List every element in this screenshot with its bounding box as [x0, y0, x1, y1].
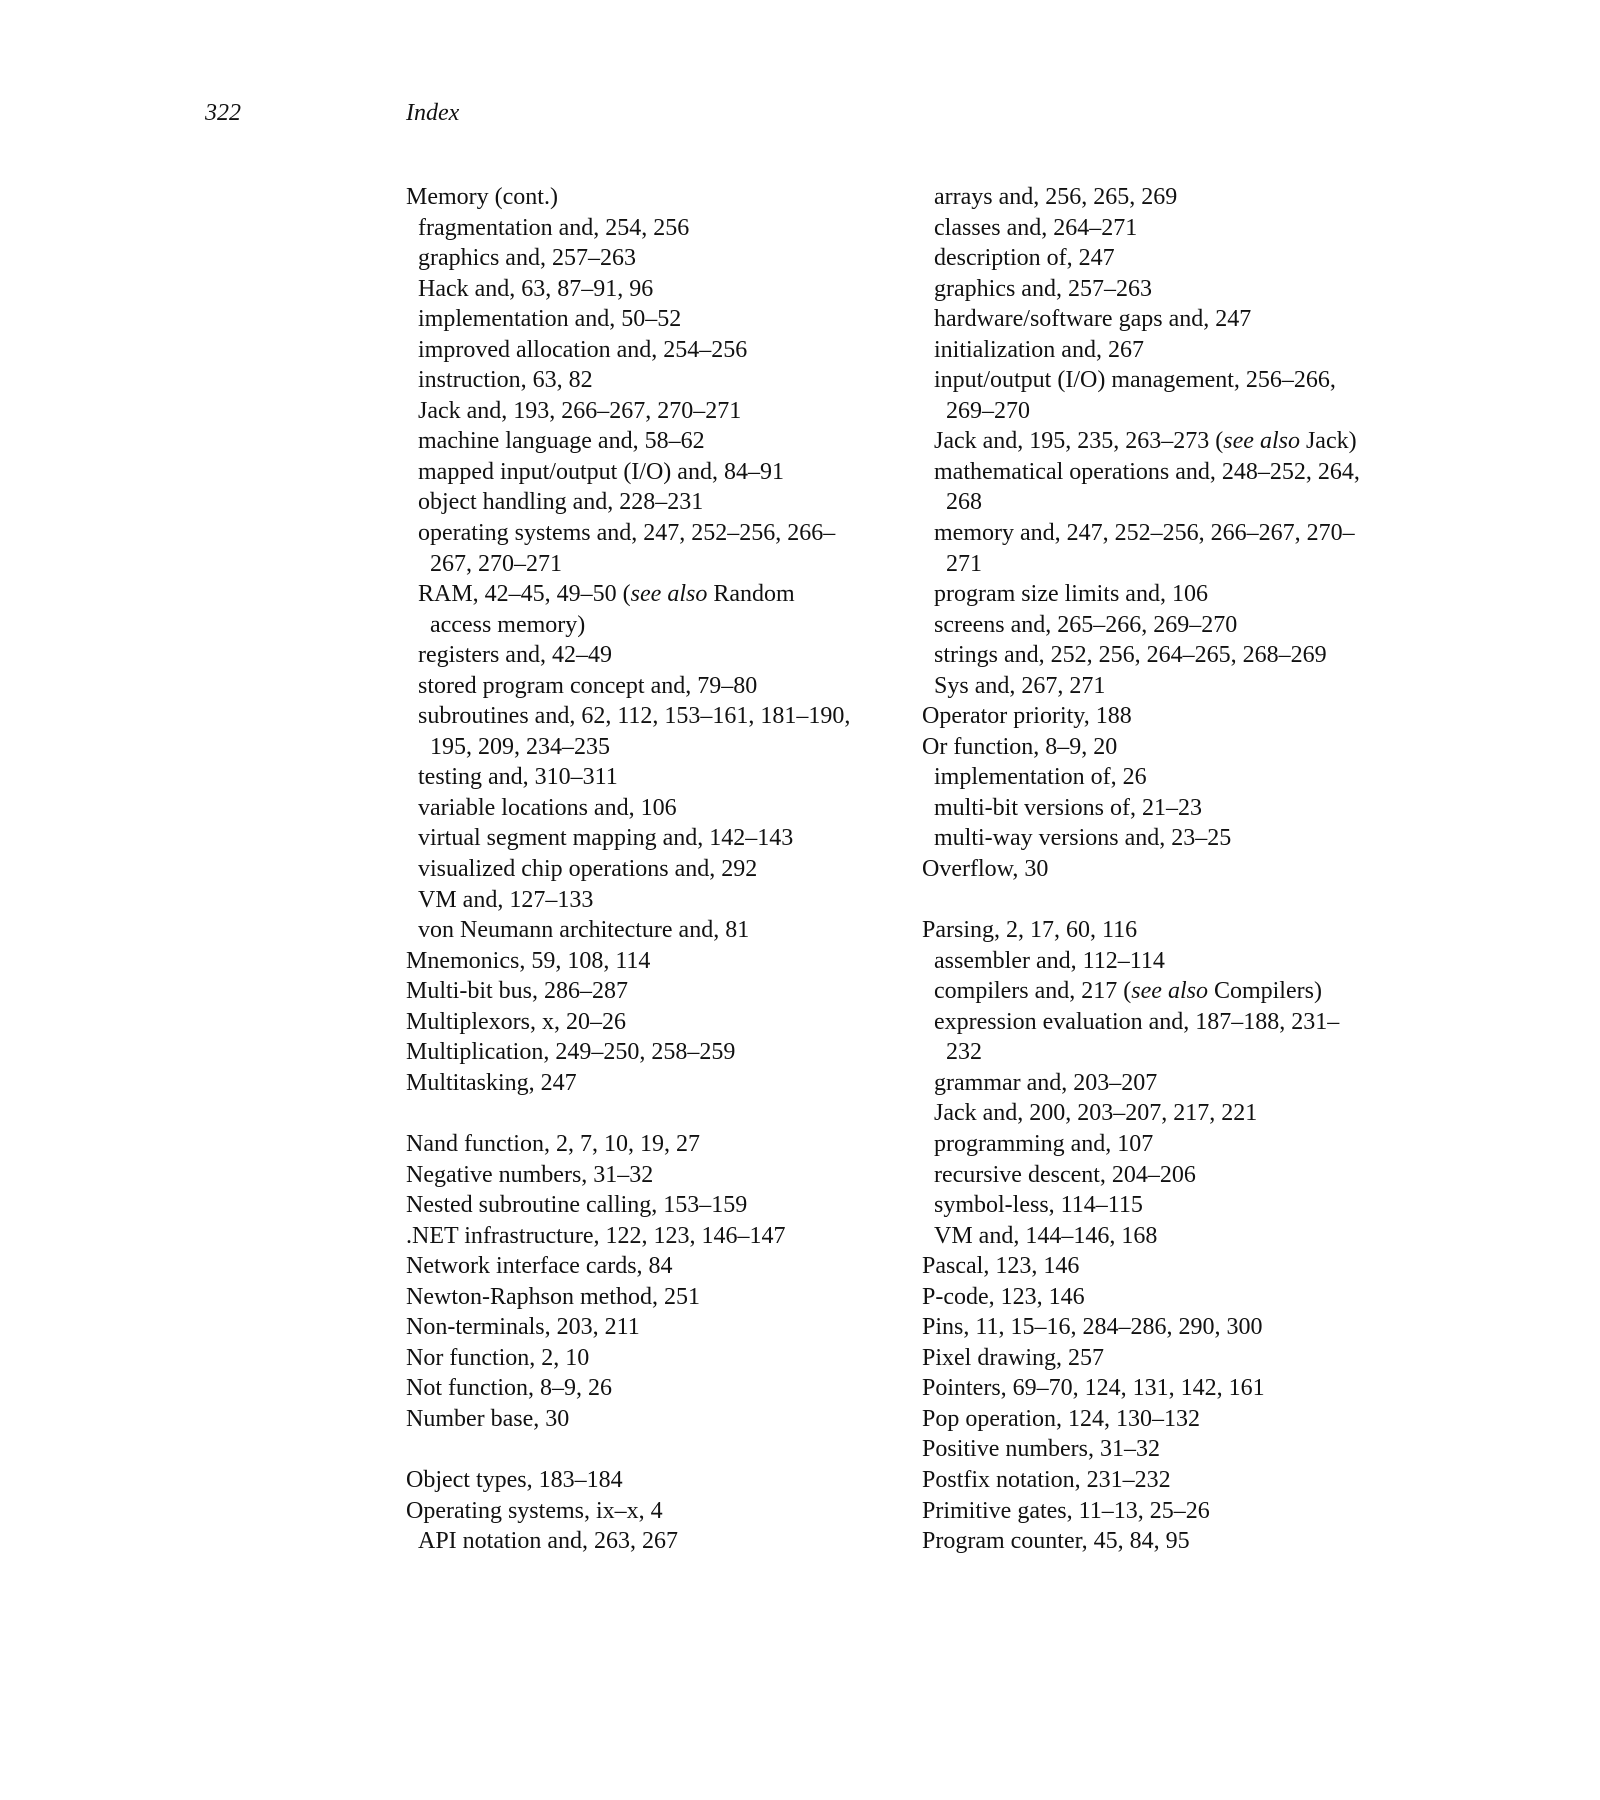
- index-main-entry: Nested subroutine calling, 153–159: [406, 1192, 748, 1219]
- index-main-entry: Non-terminals, 203, 211: [406, 1314, 640, 1341]
- index-subentry: implementation of, 26: [934, 764, 1147, 791]
- index-main-entry: Pixel drawing, 257: [922, 1344, 1104, 1371]
- index-subentry: virtual segment mapping and, 142–143: [418, 825, 794, 852]
- index-subentry: operating systems and, 247, 252–256, 266–: [418, 520, 836, 547]
- index-subentry: classes and, 264–271: [934, 214, 1138, 241]
- index-main-entry: Negative numbers, 31–32: [406, 1161, 654, 1188]
- index-subentry: machine language and, 58–62: [418, 428, 705, 455]
- index-subentry: hardware/software gaps and, 247: [934, 306, 1252, 333]
- index-subentry: mathematical operations and, 248–252, 264,: [934, 458, 1360, 485]
- entry-text-part: compilers and, 217 (: [934, 978, 1132, 1005]
- index-column-right: [922, 182, 1422, 1557]
- cross-reference-label: see also: [630, 581, 708, 608]
- index-main-entry: Pins, 11, 15–16, 284–286, 290, 300: [922, 1314, 1263, 1341]
- index-main-entry: Multitasking, 247: [406, 1069, 577, 1096]
- index-subentry: instruction, 63, 82: [418, 367, 593, 394]
- index-main-entry: Multiplication, 249–250, 258–259: [406, 1039, 736, 1066]
- index-main-entry: Memory (cont.): [406, 184, 558, 210]
- index-main-entry: Operating systems, ix–x, 4: [406, 1497, 663, 1524]
- entry-text-part: Jack): [1299, 428, 1357, 455]
- index-main-entry: Newton-Raphson method, 251: [406, 1283, 700, 1310]
- cross-reference-label: see also: [1131, 978, 1208, 1005]
- index-column-left: [406, 182, 906, 1557]
- index-subentry: graphics and, 257–263: [418, 245, 636, 272]
- cross-reference-label: see also: [1223, 428, 1300, 455]
- index-subentry: arrays and, 256, 265, 269: [934, 184, 1178, 210]
- index-subentry: memory and, 247, 252–256, 266–267, 270–: [934, 520, 1355, 547]
- letter-group-gap: [922, 885, 1422, 916]
- index-subentry: [406, 579, 906, 610]
- index-subentry: Hack and, 63, 87–91, 96: [418, 275, 654, 302]
- index-subentry: variable locations and, 106: [418, 794, 677, 821]
- index-subentry: subroutines and, 62, 112, 153–161, 181–190,: [418, 703, 851, 730]
- index-main-entry: Multi-bit bus, 286–287: [406, 978, 629, 1005]
- entry-text-part: RAM, 42–45, 49–50 (: [418, 581, 631, 608]
- index-main-entry: Pop operation, 124, 130–132: [922, 1405, 1200, 1432]
- index-main-entry: Nor function, 2, 10: [406, 1344, 590, 1371]
- index-entry-continuation: 268: [946, 489, 982, 516]
- index-main-entry: .NET infrastructure, 122, 123, 146–147: [406, 1222, 786, 1249]
- index-subentry: VM and, 144–146, 168: [934, 1222, 1158, 1249]
- letter-group-gap: [406, 1098, 906, 1129]
- running-head: Index: [406, 100, 460, 126]
- index-subentry: expression evaluation and, 187–188, 231–: [934, 1008, 1340, 1035]
- index-subentry: input/output (I/O) management, 256–266,: [934, 367, 1336, 394]
- index-subentry: implementation and, 50–52: [418, 306, 682, 333]
- index-subentry: object handling and, 228–231: [418, 489, 704, 516]
- entry-text-part: Random: [707, 581, 795, 608]
- index-subentry: von Neumann architecture and, 81: [418, 917, 750, 944]
- index-subentry: graphics and, 257–263: [934, 275, 1152, 302]
- index-subentry: API notation and, 263, 267: [418, 1528, 678, 1555]
- index-subentry: description of, 247: [934, 245, 1115, 272]
- index-subentry: improved allocation and, 254–256: [418, 336, 748, 363]
- index-main-entry: Not function, 8–9, 26: [406, 1375, 612, 1402]
- index-main-entry: P-code, 123, 146: [922, 1283, 1085, 1310]
- index-main-entry: Pascal, 123, 146: [922, 1253, 1080, 1280]
- index-subentry: Sys and, 267, 271: [934, 672, 1106, 699]
- index-subentry: Jack and, 193, 266–267, 270–271: [418, 397, 742, 424]
- index-main-entry: Operator priority, 188: [922, 703, 1132, 730]
- index-entry-continuation: 195, 209, 234–235: [430, 733, 610, 760]
- index-main-entry: Overflow, 30: [922, 856, 1049, 883]
- index-subentry: initialization and, 267: [934, 336, 1144, 363]
- index-entry-continuation: access memory): [430, 611, 586, 638]
- index-main-entry: Multiplexors, x, 20–26: [406, 1008, 626, 1035]
- index-subentry: multi-bit versions of, 21–23: [934, 794, 1202, 821]
- index-main-entry: Positive numbers, 31–32: [922, 1436, 1160, 1463]
- index-main-entry: Primitive gates, 11–13, 25–26: [922, 1497, 1210, 1524]
- page-number: 322: [205, 100, 241, 126]
- index-subentry: program size limits and, 106: [934, 581, 1208, 608]
- index-subentry: programming and, 107: [934, 1130, 1154, 1157]
- index-subentry: multi-way versions and, 23–25: [934, 825, 1232, 852]
- index-entry-continuation: 232: [946, 1039, 982, 1066]
- index-main-entry: Nand function, 2, 7, 10, 19, 27: [406, 1130, 700, 1157]
- index-main-entry: Mnemonics, 59, 108, 114: [406, 947, 651, 974]
- index-subentry: VM and, 127–133: [418, 886, 594, 913]
- index-entry-continuation: 271: [946, 550, 982, 577]
- index-subentry: screens and, 265–266, 269–270: [934, 611, 1238, 638]
- index-subentry: assembler and, 112–114: [934, 947, 1165, 974]
- letter-group-gap: [406, 1434, 906, 1465]
- index-main-entry: Postfix notation, 231–232: [922, 1466, 1171, 1493]
- entry-text-part: Jack and, 195, 235, 263–273 (: [934, 428, 1224, 455]
- index-subentry: recursive descent, 204–206: [934, 1161, 1196, 1188]
- index-subentry: [922, 426, 1422, 457]
- index-main-entry: Object types, 183–184: [406, 1466, 623, 1493]
- entry-text-part: Compilers): [1207, 978, 1322, 1005]
- index-subentry: stored program concept and, 79–80: [418, 672, 758, 699]
- index-subentry: mapped input/output (I/O) and, 84–91: [418, 458, 784, 485]
- index-entry-continuation: 267, 270–271: [430, 550, 562, 577]
- index-subentry: grammar and, 203–207: [934, 1069, 1158, 1096]
- index-subentry: symbol-less, 114–115: [934, 1192, 1143, 1219]
- index-main-entry: Or function, 8–9, 20: [922, 733, 1118, 760]
- index-main-entry: Program counter, 45, 84, 95: [922, 1528, 1190, 1555]
- index-subentry: Jack and, 200, 203–207, 217, 221: [934, 1100, 1258, 1127]
- index-main-entry: Parsing, 2, 17, 60, 116: [922, 917, 1138, 944]
- index-main-entry: Network interface cards, 84: [406, 1253, 673, 1280]
- index-entry-continuation: 269–270: [946, 397, 1030, 424]
- index-subentry: testing and, 310–311: [418, 764, 618, 791]
- index-subentry: [922, 976, 1422, 1007]
- index-main-entry: Number base, 30: [406, 1405, 570, 1432]
- index-main-entry: Pointers, 69–70, 124, 131, 142, 161: [922, 1375, 1265, 1402]
- index-subentry: strings and, 252, 256, 264–265, 268–269: [934, 642, 1327, 669]
- index-subentry: registers and, 42–49: [418, 642, 612, 669]
- index-subentry: fragmentation and, 254, 256: [418, 214, 690, 241]
- index-subentry: visualized chip operations and, 292: [418, 856, 758, 883]
